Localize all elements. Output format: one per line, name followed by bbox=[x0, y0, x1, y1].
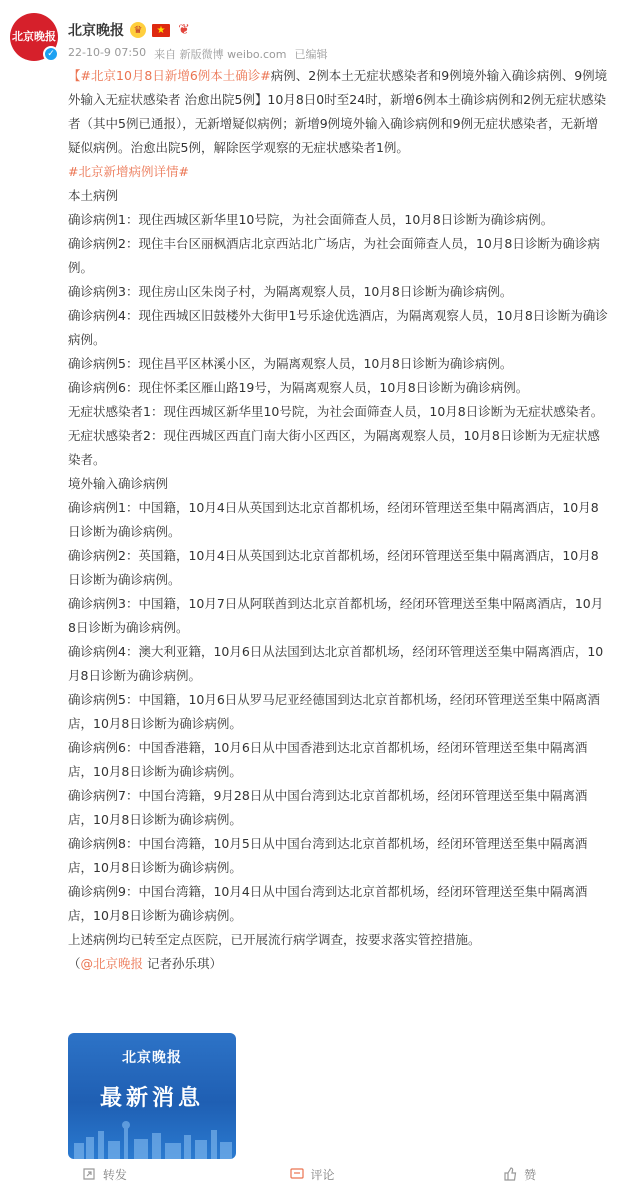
intro-text: 病例、2例本土无症状感染者和9例境外输入确诊病例、9例境外输入无症状感染者 治愈出院5例】10月8日0时至24时，新增6例本土确诊病例和2例无症状感染者（其中5例已通报），无新增疑似病例；新增9例境外输入确诊病例和9例无症状感染者，无新增疑似病例。治愈出院5例，解除医学观察的无症状感染者1例。 bbox=[68, 68, 608, 155]
case-line: 确诊病例1：现住西城区新华里10号院，为社会面筛查人员，10月8日诊断为确诊病例。 bbox=[68, 212, 554, 227]
case-line: 无症状感染者2：现住西城区西直门南大街小区西区，为隔离观察人员，10月8日诊断为无症状感染者。 bbox=[68, 428, 600, 467]
credit-line: （@北京晚报 记者孙乐琪） bbox=[68, 956, 223, 971]
author-row bbox=[68, 20, 192, 40]
comment-button[interactable] bbox=[208, 1165, 416, 1183]
post-body bbox=[68, 64, 608, 976]
bird-badge-icon[interactable]: ❦ bbox=[178, 22, 190, 38]
verified-icon: ✓ bbox=[43, 46, 59, 62]
card-title: 最新消息 bbox=[99, 1086, 204, 1111]
case-line: 确诊病例6：中国香港籍，10月6日从中国香港到达北京首都机场，经闭环管理送至集中隔离酒店，10月8日诊断为确诊病例。 bbox=[68, 740, 588, 779]
thumbs-up-icon bbox=[502, 1166, 518, 1182]
details-hashtag-link[interactable]: #北京新增病例详情# bbox=[68, 164, 189, 179]
author-name[interactable]: 北京晚报 bbox=[68, 23, 124, 39]
local-heading: 本土病例 bbox=[68, 188, 119, 203]
case-line: 确诊病例7：中国台湾籍，9月28日从中国台湾到达北京首都机场，经闭环管理送至集中隔离酒店，10月8日诊断为确诊病例。 bbox=[68, 788, 588, 827]
post-meta bbox=[68, 46, 327, 62]
hashtag-link[interactable]: #北京10月8日新增6例本土确诊# bbox=[80, 68, 271, 83]
case-line: 确诊病例2：现住丰台区丽枫酒店北京西站北广场店，为社会面筛查人员，10月8日诊断为确诊病例。 bbox=[68, 236, 600, 275]
intro-bracket: 【 bbox=[68, 68, 81, 83]
case-line: 确诊病例4：澳大利亚籍，10月6日从法国到达北京首都机场，经闭环管理送至集中隔离酒店，10月8日诊断为确诊病例。 bbox=[68, 644, 604, 683]
post-image[interactable] bbox=[68, 1033, 236, 1159]
repost-icon bbox=[81, 1166, 97, 1182]
repost-label: 转发 bbox=[102, 1167, 127, 1182]
case-line: 确诊病例8：中国台湾籍，10月5日从中国台湾到达北京首都机场，经闭环管理送至集中隔离酒店，10月8日诊断为确诊病例。 bbox=[68, 836, 588, 875]
action-bar bbox=[0, 1165, 623, 1183]
post-time[interactable]: 22-10-9 07:50 bbox=[68, 46, 147, 59]
edited-label[interactable]: 已编辑 bbox=[294, 48, 328, 61]
closing-line: 上述病例均已转至定点医院，已开展流行病学调查，按要求落实管控措施。 bbox=[68, 932, 481, 947]
case-line: 确诊病例6：现住怀柔区雁山路19号，为隔离观察人员，10月8日诊断为确诊病例。 bbox=[68, 380, 529, 395]
comment-icon bbox=[289, 1166, 305, 1182]
case-line: 无症状感染者1：现住西城区新华里10号院，为社会面筛查人员，10月8日诊断为无症状感染者。 bbox=[68, 404, 604, 419]
case-line: 确诊病例4：现住西城区旧鼓楼外大街甲1号乐途优选酒店，为隔离观察人员，10月8日诊断为确诊病例。 bbox=[68, 308, 608, 347]
intro-paragraph bbox=[68, 64, 608, 160]
case-line: 确诊病例9：中国台湾籍，10月4日从中国台湾到达北京首都机场，经闭环管理送至集中隔离酒店，10月8日诊断为确诊病例。 bbox=[68, 884, 588, 923]
case-line: 确诊病例3：中国籍，10月7日从阿联酋到达北京首都机场，经闭环管理送至集中隔离酒店，10月8日诊断为确诊病例。 bbox=[68, 596, 604, 635]
like-button[interactable] bbox=[415, 1165, 623, 1183]
case-line: 确诊病例5：中国籍，10月6日从罗马尼亚经德国到达北京首都机场，经闭环管理送至集中隔离酒店，10月8日诊断为确诊病例。 bbox=[68, 692, 600, 731]
skyline-illustration bbox=[68, 1113, 236, 1159]
repost-button[interactable] bbox=[0, 1165, 208, 1183]
crown-badge-icon[interactable]: ♛ bbox=[130, 22, 146, 38]
card-logo: 北京晚报 bbox=[122, 1050, 182, 1066]
case-line: 确诊病例1：中国籍，10月4日从英国到达北京首都机场，经闭环管理送至集中隔离酒店，10月8日诊断为确诊病例。 bbox=[68, 500, 599, 539]
china-flag-icon[interactable]: ★ bbox=[152, 24, 170, 37]
like-label: 赞 bbox=[524, 1167, 537, 1182]
avatar-logo-text: 北京晚报 bbox=[12, 30, 56, 43]
case-line: 确诊病例5：现住昌平区林溪小区，为隔离观察人员，10月8日诊断为确诊病例。 bbox=[68, 356, 513, 371]
post-source: 来自 新版微博 weibo.com bbox=[154, 48, 287, 61]
case-line: 确诊病例3：现住房山区朱岗子村，为隔离观察人员，10月8日诊断为确诊病例。 bbox=[68, 284, 513, 299]
comment-label: 评论 bbox=[310, 1167, 335, 1182]
case-line: 确诊病例2：英国籍，10月4日从英国到达北京首都机场，经闭环管理送至集中隔离酒店，10月8日诊断为确诊病例。 bbox=[68, 548, 599, 587]
imported-heading: 境外输入确诊病例 bbox=[68, 476, 169, 491]
mention-link[interactable]: @北京晚报 bbox=[80, 956, 144, 971]
